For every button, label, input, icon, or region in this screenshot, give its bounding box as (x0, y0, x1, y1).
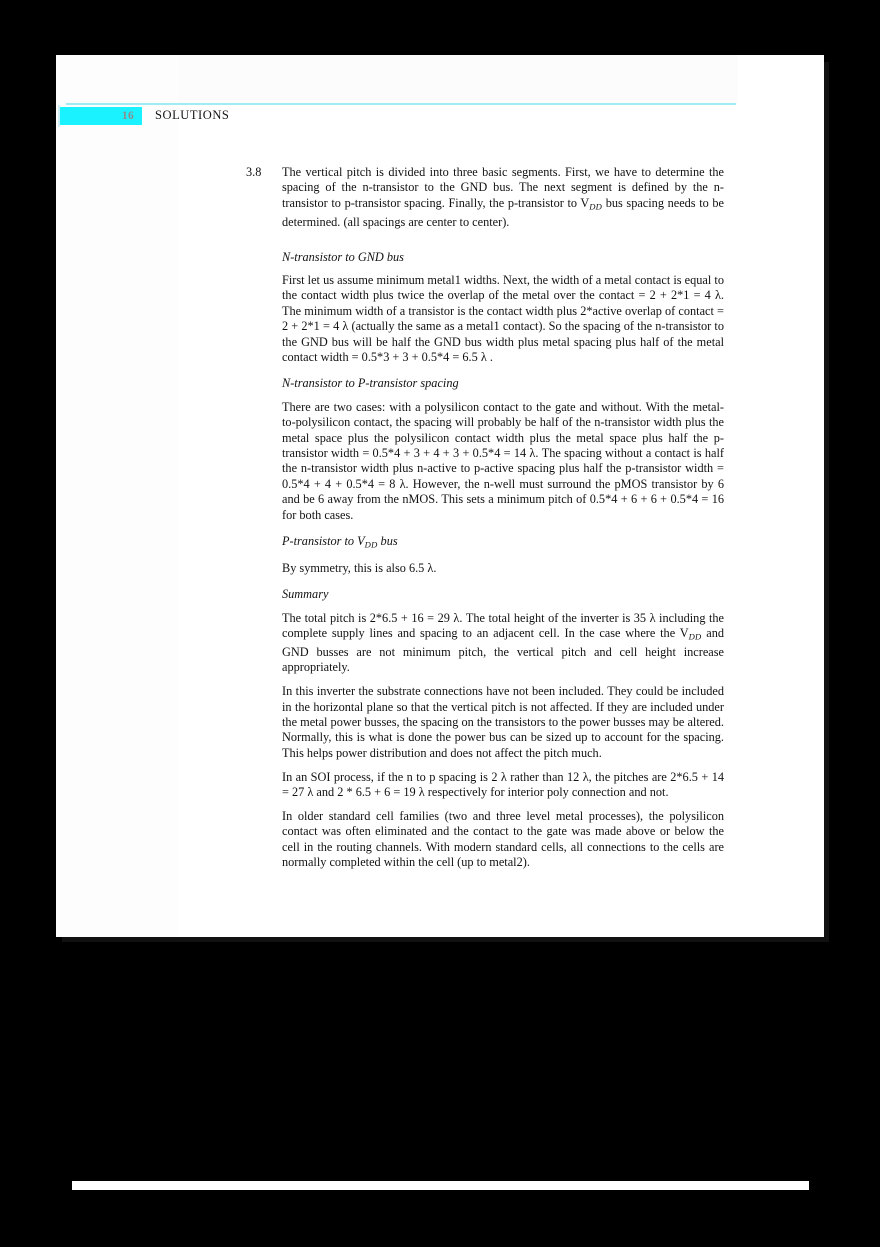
page-top-tint (178, 55, 738, 103)
bottom-bar (72, 1181, 809, 1190)
summary-p1-b: and GND busses are not minimum pitch, the vertical pitch and cell height increase appropriately. (282, 626, 724, 675)
summary-paragraph-1 (282, 611, 724, 676)
problem-body (282, 165, 724, 239)
vdd-symbol-summary (689, 626, 702, 640)
summary-paragraph-2: In this inverter the substrate connections have not been included. They could be included in the horizontal plane so that the vertical pitch is not affected. If they are included under the metal power busses, the spacing on the transistors to the power busses may be altered. Normally, this is what is done the power bus can be sized up to account for the spacing. This helps power distribution and does not affect the pitch much. (282, 684, 724, 760)
section-n-to-p (282, 376, 724, 523)
section-summary (282, 587, 724, 870)
section-p-to-vdd (282, 534, 724, 576)
vdd-subscript-summary: DD (688, 631, 702, 642)
document-page (56, 55, 824, 937)
section-paragraph-p-to-vdd: By symmetry, this is also 6.5 λ. (282, 560, 437, 575)
vdd-symbol (589, 196, 602, 210)
page-shadow-bottom (62, 937, 829, 942)
summary-paragraph-4: In older standard cell families (two and three level metal processes), the polysilicon contact was often eliminated and the contact to the gate was made above or below the cell in the routing channels. With modern standard cells, all connections to the cells are normally completed within the cell (up to metal2). (282, 809, 724, 870)
running-header (56, 107, 756, 129)
header-title: SOLUTIONS (155, 108, 230, 122)
problem-number: 3.8 (246, 165, 262, 179)
section-paragraph-n-to-gnd: First let us assume minimum metal1 widths. Next, the width of a metal contact is equal to the contact width plus twice the overlap of the metal over the contact = 2 + 2*1 = 4 λ. The minimum width of a transistor is the contact width plus 2*active overlap of contact = 2 + 2*1 = 4 λ (actually the same as a metal1 contact). So the spacing of the n-transistor to the GND bus will be half the GND bus width plus metal spacing plus half of the metal contact width = 0.5*3 + 3 + 0.5*4 = 6.5 λ . (282, 272, 724, 364)
header-rule (66, 103, 736, 105)
problem-block (246, 165, 724, 239)
page-number-highlight (60, 107, 142, 125)
section-heading-n-to-p: N-transistor to P-transistor spacing (282, 376, 459, 391)
vdd-subscript: DD (589, 201, 603, 212)
page-margin-tint (56, 55, 178, 937)
problem-intro-paragraph (282, 165, 724, 230)
problem-intro-text: The vertical pitch is divided into three basic segments. First, we have to determine the spacing of the n-transistor to the GND bus. The next segment is defined by the n-transistor to p-transistor spacing. Finally, the p-transistor to V (282, 165, 724, 210)
page-number: 16 (121, 110, 134, 122)
section-heading-n-to-gnd: N-transistor to GND bus (282, 249, 404, 264)
summary-paragraph-3: In an SOI process, if the n to p spacing is 2 λ rather than 12 λ, the pitches are 2*6.5 + 14 = 27 λ and 2 * 6.5 + 6 = 19 λ respectively for interior poly connection and not. (282, 769, 724, 800)
summary-p1-a: The total pitch is 2*6.5 + 16 = 29 λ. The total height of the inverter is 35 λ including the complete supply lines and spacing to an adjacent cell. In the case where the V (282, 610, 724, 641)
page-shadow-right (824, 62, 829, 942)
section-n-to-gnd (282, 250, 724, 366)
problem-intro-tail: bus spacing needs to be determined. (all spacings are center to center). (282, 195, 724, 229)
section-heading-p-to-vdd (282, 534, 724, 553)
body-column (246, 165, 724, 871)
section-heading-p-to-vdd-pre: P-transistor to V (282, 534, 365, 549)
section-paragraph-n-to-p: There are two cases: with a polysilicon contact to the gate and without. With the metal-to-polysilicon contact, the spacing will probably be half of the n-transistor width plus the metal space plus the polysilicon contact width plus the metal space plus half the p-transistor width = 0.5*4 + 3 + 4 + 3 + 0.5*4 = 14 λ. The spacing without a contact is half the n-transistor width plus n-active to p-active spacing plus half the p-transistor width = 0.5*4 + 4 + 0.5*4 = 8 λ. However, the n-well must surround the pMOS transistor by 6 and be 6 away from the nMOS. This sets a minimum pitch of 0.5*4 + 6 + 6 + 0.5*4 = 16 for both cases. (282, 399, 724, 522)
section-heading-p-to-vdd-post: bus (377, 534, 398, 549)
section-heading-summary: Summary (282, 587, 329, 602)
section-heading-vdd-subscript: DD (364, 539, 378, 550)
